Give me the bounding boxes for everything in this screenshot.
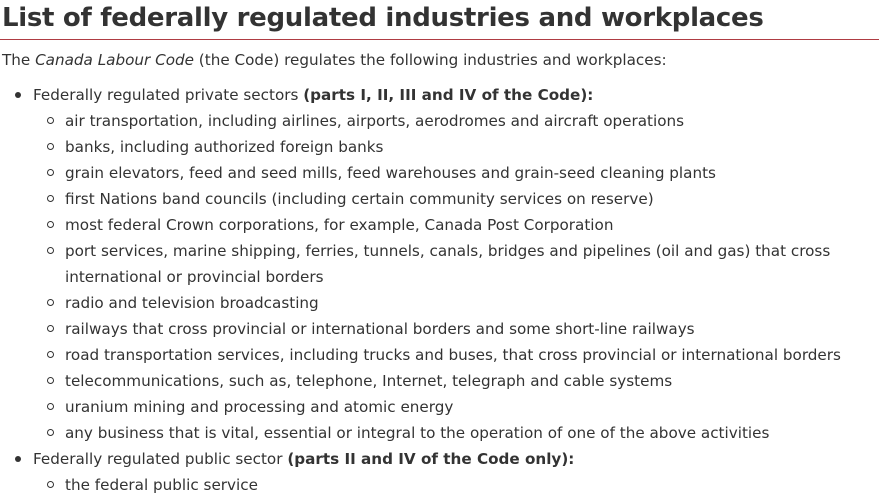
list-item-text: radio and television broadcasting: [65, 294, 319, 312]
list-item: [33, 212, 879, 238]
industries-list: [0, 82, 879, 498]
list-item: [33, 472, 879, 498]
list-item: [33, 394, 879, 420]
bullet-disc-icon: [15, 92, 21, 98]
list-item-text: road transportation services, including trucks and buses, that cross provincial or international borders: [65, 346, 841, 364]
section-label: [33, 450, 574, 468]
list-item-private-sectors: [0, 82, 879, 446]
list-item-text: railways that cross provincial or international borders and some short-line railways: [65, 320, 695, 338]
list-item: [33, 316, 879, 342]
section-label-emphasis: (parts I, II, III and IV of the Code):: [303, 86, 594, 104]
bullet-circle-icon: [47, 403, 54, 410]
list-item-text: most federal Crown corporations, for example, Canada Post Corporation: [65, 216, 614, 234]
list-item: [33, 186, 879, 212]
list-item-public-sector: [0, 446, 879, 498]
public-sector-sublist: [33, 472, 879, 498]
section-label-text: Federally regulated public sector: [33, 450, 288, 468]
bullet-circle-icon: [47, 429, 54, 436]
bullet-circle-icon: [47, 221, 54, 228]
bullet-circle-icon: [47, 247, 54, 254]
section-label: [33, 86, 593, 104]
private-sectors-sublist: [33, 108, 879, 446]
list-item-text: port services, marine shipping, ferries, tunnels, canals, bridges and pipelines (oil and gas) that cross international or provincial borders: [65, 242, 831, 286]
list-item: [33, 108, 879, 134]
bullet-circle-icon: [47, 169, 54, 176]
bullet-disc-icon: [15, 456, 21, 462]
bullet-circle-icon: [47, 481, 54, 488]
list-item-text: grain elevators, feed and seed mills, feed warehouses and grain-seed cleaning plants: [65, 164, 716, 182]
intro-paragraph: [2, 48, 667, 72]
bullet-circle-icon: [47, 299, 54, 306]
list-item-text: first Nations band councils (including certain community services on reserve): [65, 190, 654, 208]
title-underline: [0, 39, 879, 40]
bullet-circle-icon: [47, 377, 54, 384]
list-item-text: the federal public service: [65, 476, 258, 494]
list-item-text: air transportation, including airlines, airports, aerodromes and aircraft operations: [65, 112, 685, 130]
bullet-circle-icon: [47, 117, 54, 124]
list-item: [33, 368, 879, 394]
bullet-circle-icon: [47, 351, 54, 358]
list-item: [33, 342, 879, 368]
list-item-text: any business that is vital, essential or integral to the operation of one of the above activities: [65, 424, 770, 442]
list-item: [33, 160, 879, 186]
list-item: [33, 238, 843, 290]
intro-suffix: (the Code) regulates the following industries and workplaces:: [193, 51, 667, 69]
page-title: List of federally regulated industries and workplaces: [2, 3, 764, 33]
list-item-text: banks, including authorized foreign banks: [65, 138, 384, 156]
list-item: [33, 420, 879, 446]
code-name: Canada Labour Code: [35, 51, 194, 69]
section-label-text: Federally regulated private sectors: [33, 86, 304, 104]
bullet-circle-icon: [47, 195, 54, 202]
list-item: [33, 290, 879, 316]
bullet-circle-icon: [47, 325, 54, 332]
list-item: [33, 134, 879, 160]
list-item-text: telecommunications, such as, telephone, Internet, telegraph and cable systems: [65, 372, 673, 390]
list-item-text: uranium mining and processing and atomic energy: [65, 398, 454, 416]
intro-prefix: The: [2, 51, 36, 69]
section-label-emphasis: (parts II and IV of the Code only):: [287, 450, 575, 468]
bullet-circle-icon: [47, 143, 54, 150]
